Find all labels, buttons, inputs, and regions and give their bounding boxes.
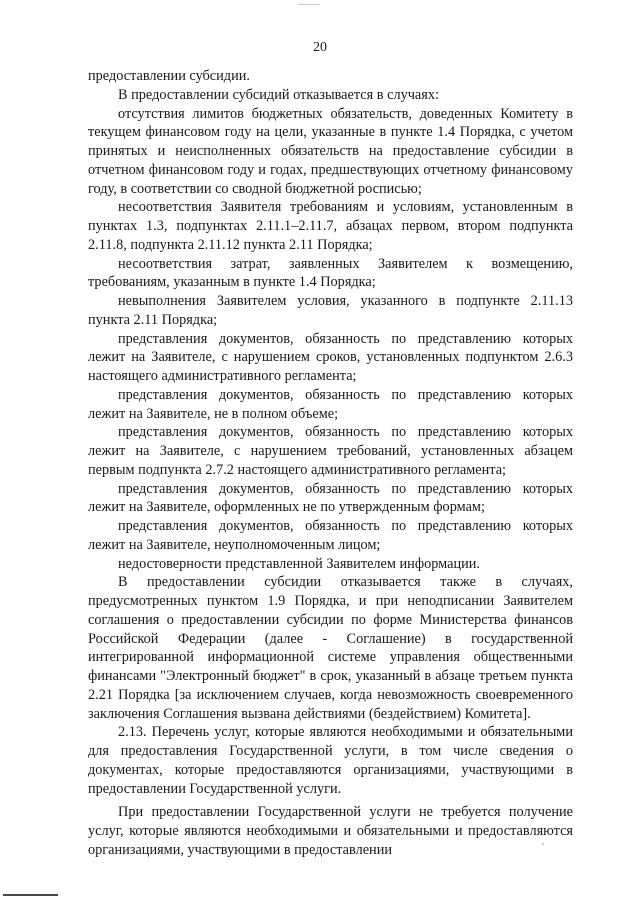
- paragraph-refusal-applicant-requirements: несоответствия Заявителя требованиям и условиям, установленным в пунктах 1.3, подпунктах 2.11.1–2.11.7, абзацах первом, втором подпункта 2.11.8, подпункта 2.11.12 пункта 2.11 Порядка;: [88, 199, 573, 253]
- scan-speck: [542, 843, 544, 845]
- paragraph-services-not-required: При предоставлении Государственной услуги не требуется получение услуг, которые являются необходимыми и обязательными и предоставляются организациями, участвующими в предоставлении: [88, 804, 573, 858]
- paragraph-refusal-incomplete: представления документов, обязанность по представлению которых лежит на Заявителе, не в полном объеме;: [88, 386, 573, 422]
- paragraph-continuation: предоставлении субсидии.: [88, 68, 250, 84]
- paragraph-refusal-limits: отсутствия лимитов бюджетных обязательств, доведенных Комитету в текущем финансовом году на цели, указанные в пункте 1.4 Порядка, с учетом принятых и неисполненных обязательств на предоставление субсидии в отчетном финансовом году и годах, предшествующих отчетному финансовому году, в соответствии со сводной бюджетной росписью;: [88, 105, 573, 197]
- page-number: 20: [313, 40, 327, 55]
- paragraph-refusal-deadline: представления документов, обязанность по представлению которых лежит на Заявителе, с нарушением сроков, установленных подпунктом 2.6.3 настоящего административного регламента;: [88, 330, 573, 384]
- paragraph-refusal-intro: В предоставлении субсидий отказывается в случаях:: [118, 86, 439, 103]
- paragraph-refusal-requirements-violation: представления документов, обязанность по представлению которых лежит на Заявителе, с нарушением требований, установленных абзацем первым подпункта 2.7.2 настоящего административного регламента;: [88, 424, 573, 478]
- paragraph-refusal-condition: невыполнения Заявителем условия, указанного в подпункте 2.11.13 пункта 2.11 Порядка;: [88, 293, 573, 328]
- scan-top-mark: [298, 0, 320, 5]
- paragraph-refusal-forms: представления документов, обязанность по представлению которых лежит на Заявителе, оформленных не по утвержденным формам;: [88, 480, 573, 516]
- paragraph-refusal-agreement: В предоставлении субсидии отказывается также в случаях, предусмотренных пунктом 1.9 Порядка, и при неподписании Заявителем соглашения о предоставлении субсидии по форме Министерства финансов Российской Федерации (далее - Соглашение) в государственной интегрированной информационной системе управления общественными финансами "Электронный бюджет" в срок, указанный в абзаце третьем пункта 2.21 Порядка [за исключением случаев, когда невозможность своевременного заключения Соглашения вызвана действиями (бездействием) Комитета].: [88, 574, 573, 722]
- paragraph-refusal-costs: несоответствия затрат, заявленных Заявителем к возмещению, требованиям, указанным в пункте 1.4 Порядка;: [88, 255, 573, 291]
- paragraph-refusal-unreliable: недостоверности представленной Заявителем информации.: [118, 555, 480, 572]
- document-body: [88, 67, 573, 860]
- section-2-13: 2.13. Перечень услуг, которые являются необходимыми и обязательными для предоставления Государственной услуги, в том числе сведения о документах, которые предоставляются организациями, участвующими в предоставлении Государственной услуги.: [88, 724, 573, 797]
- scan-bottom-mark: [3, 894, 58, 896]
- paragraph-refusal-unauthorized: представления документов, обязанность по представлению которых лежит на Заявителе, неуполномоченным лицом;: [88, 518, 573, 553]
